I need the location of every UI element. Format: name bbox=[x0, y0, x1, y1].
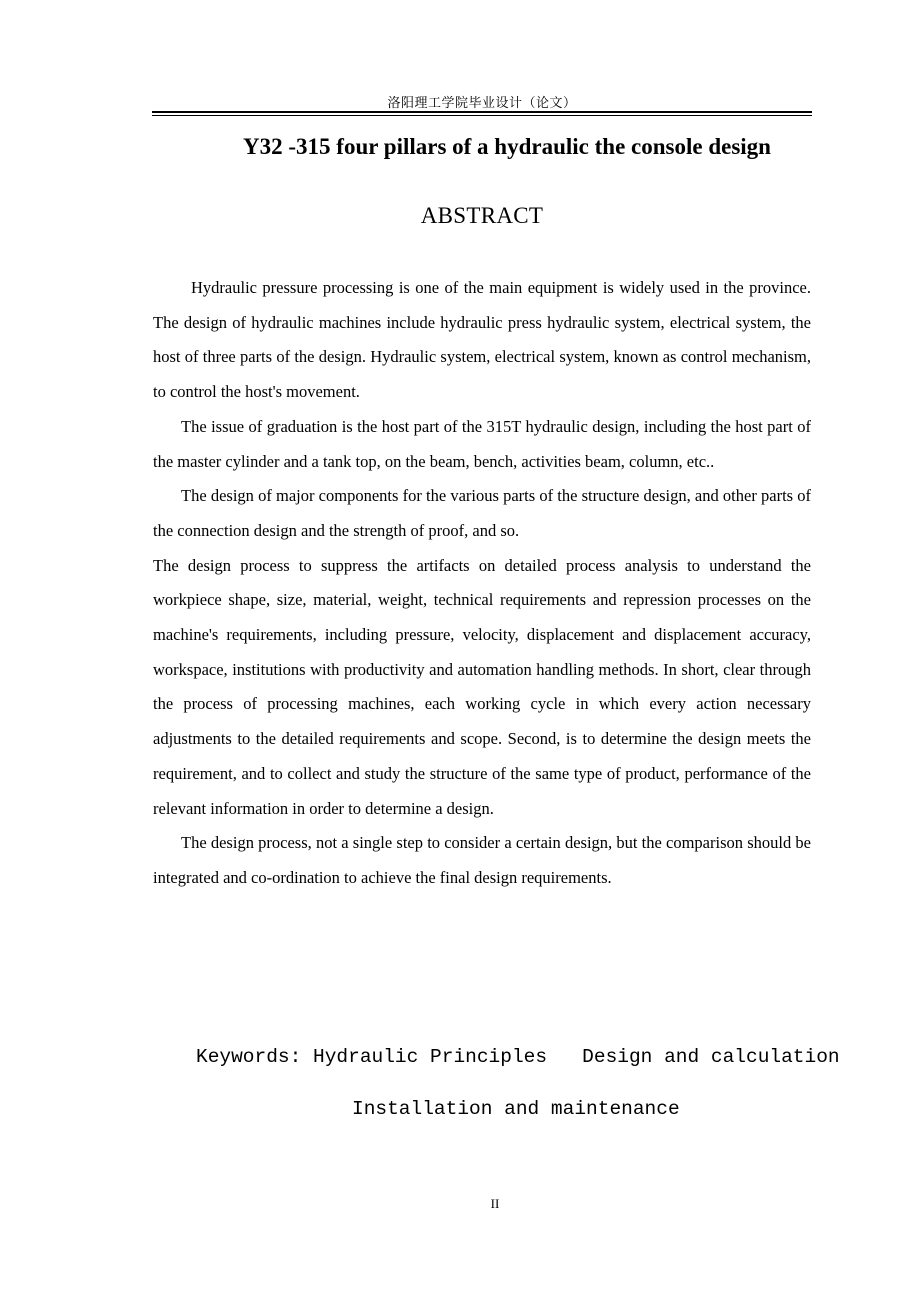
header-rule bbox=[152, 111, 812, 113]
page-number: II bbox=[490, 1196, 500, 1211]
header-rule-secondary bbox=[152, 115, 812, 116]
keywords-line: Keywords: Hydraulic Principles Design and calculation bbox=[196, 1046, 840, 1068]
abstract-paragraph-1: Hydraulic pressure processing is one of the main equipment is widely used in the province. The design of hydraulic machines include hydraulic press hydraulic system, electrical system, the host of three parts of the design. Hydraulic system, electrical system, known as control mechanism, to control the host's movement. bbox=[153, 278, 811, 402]
abstract-heading: ABSTRACT bbox=[420, 203, 544, 228]
abstract-paragraph-3: The design of major components for the various parts of the structure design, and other parts of the connection design and the strength of proof, and so. bbox=[153, 486, 811, 540]
abstract-body bbox=[153, 271, 811, 896]
abstract-paragraph-4: The design process to suppress the artifacts on detailed process analysis to understand the workpiece shape, size, material, weight, technical requirements and repression processes on the machine's requirements, including pressure, velocity, displacement and displacement accuracy, workspace, institutions with productivity and automation handling methods. In short, clear through the process of processing machines, each working cycle in which every action necessary adjustments to the detailed requirements and scope. Second, is to determine the design meets the requirement, and to collect and study the structure of the same type of product, performance of the relevant information in order to determine a design. bbox=[153, 555, 811, 818]
running-header: 洛阳理工学院毕业设计（论文） bbox=[387, 96, 577, 111]
keywords-line-continued: Installation and maintenance bbox=[352, 1098, 680, 1120]
abstract-paragraph-2: The issue of graduation is the host part of the 315T hydraulic design, including the host part of the master cylinder and a tank top, on the beam, bench, activities beam, column, etc.. bbox=[153, 416, 811, 471]
document-title: Y32 -315 four pillars of a hydraulic the console design bbox=[243, 134, 771, 159]
abstract-paragraph-5: The design process, not a single step to consider a certain design, but the comparison should be integrated and co-ordination to achieve the final design requirements. bbox=[153, 833, 811, 887]
